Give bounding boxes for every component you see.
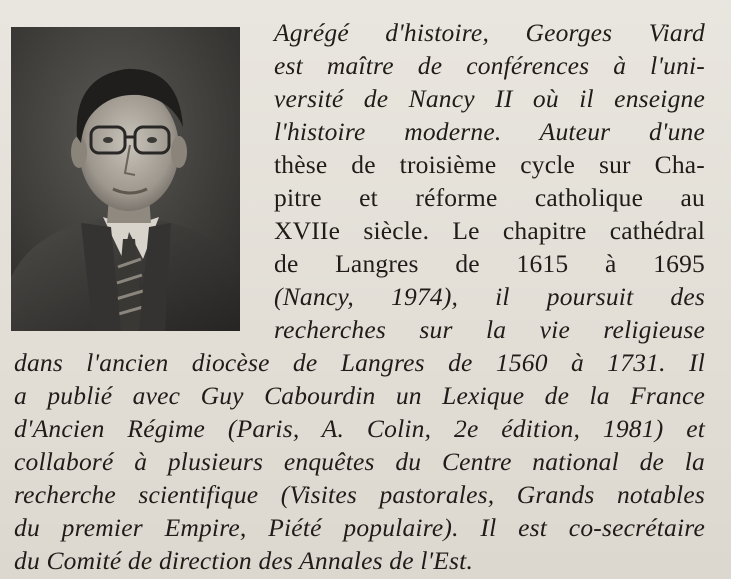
- bio-line-14: collaboré à plusieurs enquêtes du Centre national de la: [14, 447, 705, 476]
- bio-line-3: versité de Nancy II où il enseigne: [274, 84, 705, 113]
- bio-line-1: Agrégé d'histoire, Georges Viard: [274, 18, 705, 47]
- bio-line-10: recherches sur la vie religieuse: [274, 315, 705, 344]
- bio-line-9: (Nancy, 1974), il poursuit des: [274, 282, 705, 311]
- bio-line-4: l'histoire moderne. Auteur d'une: [274, 117, 705, 146]
- author-portrait-photo: [11, 27, 240, 331]
- bio-line-5: thèse de troisième cycle sur Cha-: [274, 150, 705, 179]
- bio-line-17: du Comité de direction des Annales de l'Est.: [14, 546, 474, 575]
- bio-line-2: est maître de conférences à l'uni-: [274, 51, 705, 80]
- bio-line-11: dans l'ancien diocèse de Langres de 1560 à 1731. Il: [14, 348, 705, 377]
- bio-line-6: pitre et réforme catholique au: [274, 183, 705, 212]
- bio-line-13: d'Ancien Régime (Paris, A. Colin, 2e édition, 1981) et: [14, 414, 705, 443]
- bio-line-8: de Langres de 1615 à 1695: [274, 249, 705, 278]
- bio-line-12: a publié avec Guy Cabourdin un Lexique de la France: [14, 381, 705, 410]
- bio-line-15: recherche scientifique (Visites pastorales, Grands notables: [14, 480, 705, 509]
- bio-line-7: XVIIe siècle. Le chapitre cathédral: [274, 216, 705, 245]
- bio-line-16: du premier Empire, Piété populaire). Il est co-secrétaire: [14, 513, 705, 542]
